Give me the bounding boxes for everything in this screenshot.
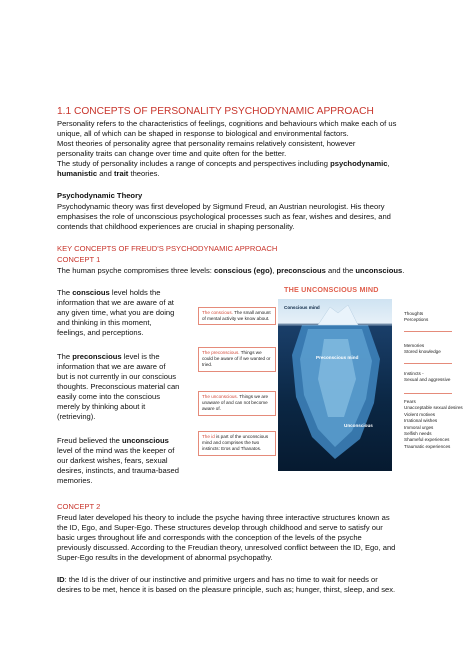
divider xyxy=(404,393,452,394)
bold-conscious-ego: conscious (ego) xyxy=(214,266,273,275)
intro-line: unique, all of which can be shaped in response to biological and environmental factors. xyxy=(57,129,349,138)
right-group-instincts xyxy=(404,371,450,384)
para-text: The xyxy=(57,288,73,297)
intro-text: and xyxy=(97,169,114,178)
label-box-id xyxy=(198,431,276,456)
para-line: any given time, what you are doing xyxy=(57,308,175,317)
para-line: merely by thinking about it xyxy=(57,402,146,411)
bold-preconscious: preconscious xyxy=(276,266,326,275)
concept-1-label: CONCEPT 1 xyxy=(57,255,101,264)
bold-unconscious: unconscious xyxy=(355,266,403,275)
section-heading: 1.1 CONCEPTS OF PERSONALITY PSYCHODYNAMIC APPROACH xyxy=(57,106,374,117)
label-box-preconscious xyxy=(198,347,276,372)
iceberg-illustration xyxy=(278,299,392,471)
concept-2-line: Super-Ego results in the development of abnormal psychopathy. xyxy=(57,553,273,562)
label-text: Things we could be aware of if we wanted or tried. xyxy=(202,350,271,368)
label-key: The conscious. xyxy=(202,310,233,315)
para-line xyxy=(57,288,160,298)
psychodynamic-title: Psychodynamic Theory xyxy=(57,191,143,200)
intro-line: Personality refers to the characteristics of feelings, cognitions and behaviours which make each of us xyxy=(57,119,397,128)
para-line: thoughts. Preconscious material can xyxy=(57,382,180,391)
right-label: Instincts - xyxy=(404,371,424,376)
right-group-unconscious xyxy=(404,399,463,450)
concept-2-line: previously discussed. According to the Freudian theory, unresolved conflict between the ID, Ego, and xyxy=(57,543,396,552)
iceberg-image xyxy=(278,299,392,471)
intro-line: The study of personality includes a range of concepts and perspectives including psychodynamic, xyxy=(57,159,390,168)
right-group-conscious xyxy=(404,311,428,324)
para-line xyxy=(57,352,160,362)
para-line: and thinking in this moment, xyxy=(57,318,152,327)
bold-unconscious: unconscious xyxy=(122,436,169,445)
id-text: : the Id is the driver of our instinctive and primitive urgers and has no time to wait for needs or xyxy=(64,575,378,584)
label-key: The preconscious. xyxy=(202,350,240,355)
intro-line: personality traits can change over time and quite often for the better. xyxy=(57,149,287,158)
concept-1-text: , xyxy=(272,266,277,275)
concept-2-line: the ID, Ego, and Super-Ego. These structures develop through childhood and serve to satisfy our xyxy=(57,523,383,532)
concept-2-line: basic urges throughout life and corresponds with the conception of the levels of the psyche xyxy=(57,533,362,542)
para-line: but is not currently in our conscious xyxy=(57,372,177,381)
concept-1-intro xyxy=(57,266,404,276)
right-group-preconscious xyxy=(404,343,441,356)
bold-id: ID xyxy=(57,575,65,584)
para-text: level holds the xyxy=(109,288,161,297)
concept-1-text: and the xyxy=(325,266,356,275)
right-label: Shameful experiences xyxy=(404,437,450,443)
bold-conscious: conscious xyxy=(72,288,110,297)
photo-label-preconscious: Preconscious mind xyxy=(316,355,359,360)
bold-preconscious: preconscious xyxy=(72,352,122,361)
psychodynamic-line: contends that childhood experiences are crucial in shaping personality. xyxy=(57,222,295,231)
para-text: level is the xyxy=(121,352,160,361)
para-line: feelings, and perceptions. xyxy=(57,328,144,337)
intro-bold-psychodynamic: psychodynamic xyxy=(330,159,388,168)
para-line: information that we are aware of at xyxy=(57,298,174,307)
concept-1-text: . xyxy=(402,266,405,275)
concept-1-text: The human psyche compromises three levels: xyxy=(57,266,215,275)
right-label: Traumatic experiences xyxy=(404,443,451,449)
para-text: The xyxy=(57,352,73,361)
para-line: easily come into the conscious xyxy=(57,392,160,401)
divider xyxy=(404,331,452,332)
id-definition-line xyxy=(57,575,378,585)
label-text: Things we are unaware of and can not become aware of. xyxy=(202,394,269,412)
id-definition-line: desires to be met, hence it is based on the pleasure principle, such as; hunger, thirst, sleep, and sex. xyxy=(57,585,396,594)
intro-bold-trait: trait xyxy=(113,169,129,178)
para-line: level of the mind was the keeper of xyxy=(57,446,175,455)
intro-line xyxy=(57,169,160,179)
right-label: Immoral urges xyxy=(404,424,434,430)
para-text: Freud believed the xyxy=(57,436,123,445)
right-label: Stored knowledge xyxy=(404,349,441,355)
label-text: The small amount of mental activity we know about. xyxy=(202,310,271,322)
intro-text: The study of personality includes a range of concepts and perspectives including xyxy=(57,159,331,168)
concept-2-label: CONCEPT 2 xyxy=(57,502,101,511)
psychodynamic-line: Psychodynamic theory was first developed by Sigmund Freud, an Austrian neurologist. His theory xyxy=(57,202,385,211)
right-label: Fears xyxy=(404,399,416,404)
intro-bold-humanistic: humanistic xyxy=(57,169,98,178)
photo-label-conscious: Conscious mind xyxy=(284,305,320,310)
unconscious-mind-figure xyxy=(194,283,463,473)
label-text: is part of the unconscious mind and comprises the two instincts: Eros and Thanatos. xyxy=(202,434,269,452)
right-label: Perceptions xyxy=(404,317,429,323)
intro-text: theories. xyxy=(128,169,160,178)
right-label: Irrational wishes xyxy=(404,418,438,424)
right-label: Thoughts xyxy=(404,311,424,316)
right-label: Violent motives xyxy=(404,411,436,417)
concept-2-line: Freud later developed his theory to include the psyche having three interactive structures known as xyxy=(57,513,390,522)
para-line: information that we are aware of xyxy=(57,362,166,371)
intro-line: Most theories of personality agree that personality remains relatively consistent, however xyxy=(57,139,356,148)
label-box-unconscious xyxy=(198,391,276,416)
figure-title: THE UNCONSCIOUS MIND xyxy=(284,285,379,294)
para-line xyxy=(57,436,169,446)
label-box-conscious xyxy=(198,307,276,325)
para-line: our darkest wishes, fears, sexual xyxy=(57,456,168,465)
photo-label-unconscious: Unconscious xyxy=(344,423,373,428)
divider xyxy=(404,363,452,364)
right-label: Unacceptable sexual desires xyxy=(404,405,463,411)
para-line: (retrieving). xyxy=(57,412,96,421)
right-label: Selfish needs xyxy=(404,431,432,437)
label-key: The unconscious. xyxy=(202,394,239,399)
para-line: desires, instincts, and trauma-based xyxy=(57,466,179,475)
right-label: Sexual and aggressive xyxy=(404,377,451,383)
psychodynamic-line: emphasises the role of unconscious psychological processes such as fear, wishes and desires, and xyxy=(57,212,391,221)
label-key: The id xyxy=(202,434,215,439)
right-label: Memories xyxy=(404,343,425,348)
key-concepts-heading: KEY CONCEPTS OF FREUD'S PSYCHODYNAMIC APPROACH xyxy=(57,244,278,253)
para-line: memories. xyxy=(57,476,93,485)
